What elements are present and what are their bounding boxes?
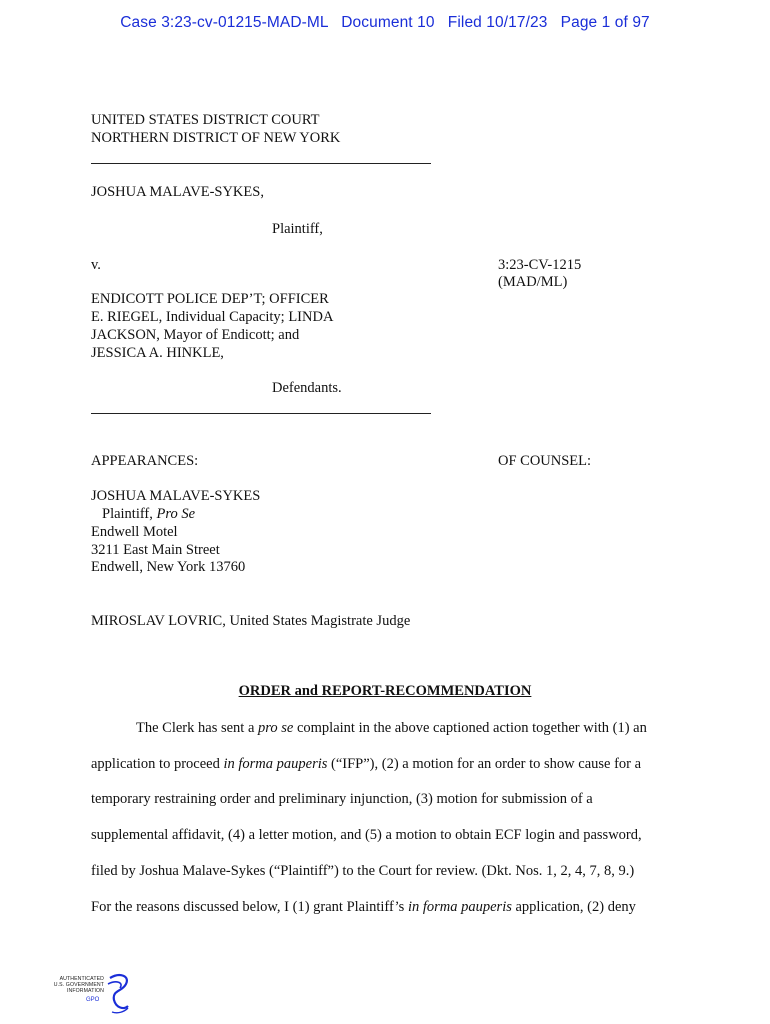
page-indicator: Page 1 of 97: [560, 14, 650, 31]
gpo-logo-text: AUTHENTICATED U.S. GOVERNMENT INFORMATION: [53, 976, 104, 994]
filing-header: [0, 14, 770, 32]
judge-initials: (MAD/ML): [498, 274, 568, 290]
body-line: supplemental affidavit, (4) a letter motion, and (5) a motion to obtain ECF login and password,: [91, 827, 642, 843]
body-line: temporary restraining order and preliminary injunction, (3) motion for submission of a: [91, 791, 593, 807]
appearance-name: JOSHUA MALAVE-SYKES: [91, 488, 261, 504]
court-district: NORTHERN DISTRICT OF NEW YORK: [91, 130, 341, 146]
defendant-line: JESSICA A. HINKLE,: [91, 345, 224, 361]
defendant-line: E. RIEGEL, Individual Capacity; LINDA: [91, 309, 334, 325]
caption-rule-top: [91, 163, 431, 164]
defendant-line: JACKSON, Mayor of Endicott; and: [91, 327, 300, 343]
order-title: ORDER and REPORT-RECOMMENDATION: [238, 683, 532, 699]
versus: v.: [91, 257, 101, 273]
gpo-authentication-logo: [44, 972, 134, 1016]
filed-date-header: Filed 10/17/23: [447, 14, 548, 31]
defendant-line: ENDICOTT POLICE DEP’T; OFFICER: [91, 291, 329, 307]
court-name: UNITED STATES DISTRICT COURT: [91, 112, 320, 128]
judge-line: MIROSLAV LOVRIC, United States Magistrate Judge: [91, 613, 411, 629]
document-number-header: Document 10: [341, 14, 435, 31]
defendants-role: Defendants.: [272, 380, 342, 396]
of-counsel-label: OF COUNSEL:: [498, 453, 592, 469]
pro-se-italic: Pro Se: [156, 506, 196, 522]
body-line: filed by Joshua Malave-Sykes (“Plaintiff”) to the Court for review. (Dkt. Nos. 1, 2, 4, 7, 8, 9.): [91, 863, 635, 879]
caption-rule-bottom: [91, 413, 431, 414]
address-line: Endwell, New York 13760: [91, 559, 246, 575]
body-line: The Clerk has sent a pro se complaint in the above captioned action together with (1) an: [136, 720, 647, 736]
address-line: Endwell Motel: [91, 524, 178, 540]
plaintiff-name: JOSHUA MALAVE-SYKES,: [91, 184, 264, 200]
appearance-role: Plaintiff, Pro Se: [102, 506, 196, 522]
appearances-label: APPEARANCES:: [91, 453, 199, 469]
case-number: 3:23-CV-1215: [498, 257, 582, 273]
gpo-label: GPO: [86, 997, 100, 1003]
address-line: 3211 East Main Street: [91, 542, 220, 558]
body-line: application to proceed in forma pauperis (“IFP”), (2) a motion for an order to show cause for a: [91, 756, 642, 772]
case-number-header: Case 3:23-cv-01215-MAD-ML: [120, 14, 329, 31]
body-line: For the reasons discussed below, I (1) grant Plaintiff’s in forma pauperis application, (2) deny: [91, 899, 636, 915]
plaintiff-role: Plaintiff,: [272, 221, 323, 237]
eagle-icon: [104, 972, 134, 1016]
